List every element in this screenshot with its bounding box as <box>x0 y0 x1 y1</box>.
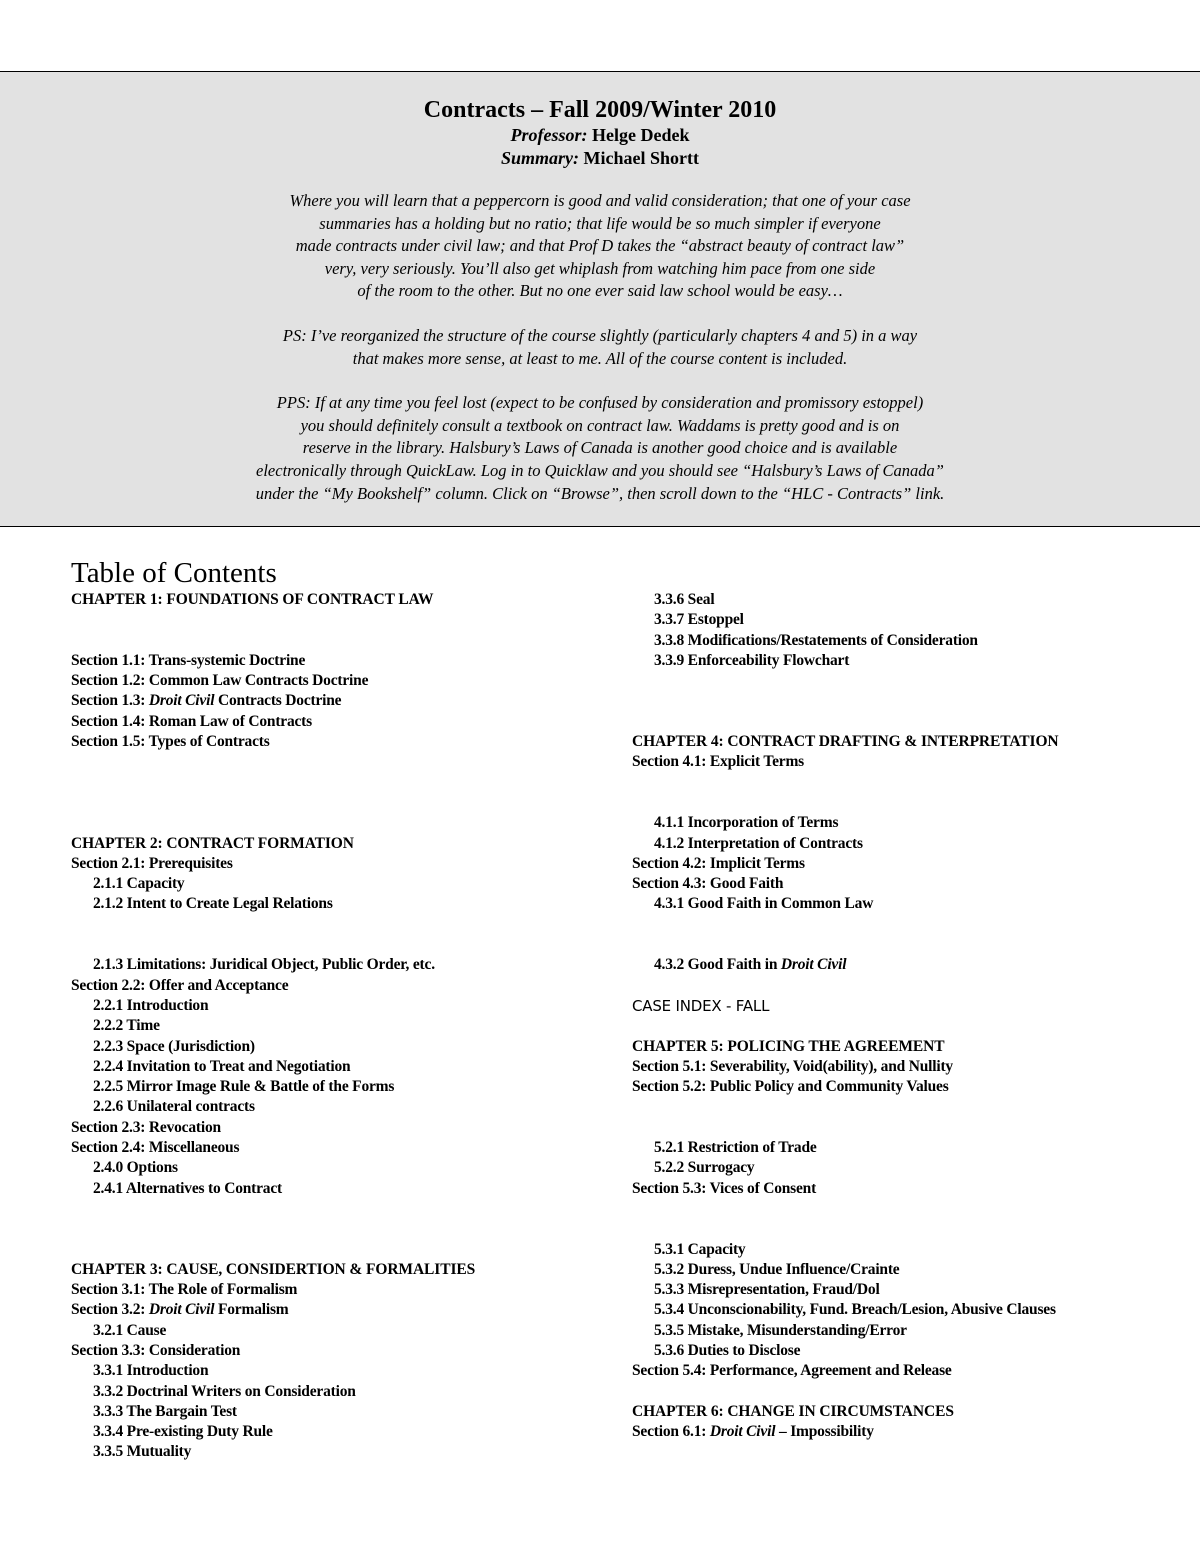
toc-italic-text: Droit Civil <box>709 1423 776 1441</box>
intro-text <box>0 190 1200 505</box>
toc-subsection-3-3-8[interactable]: 3.3.8 Modifications/Restatements of Consideration <box>654 631 978 649</box>
summary-author-line <box>0 147 1200 170</box>
toc-spacer <box>632 935 1192 955</box>
toc-chapter-6[interactable]: CHAPTER 6: CHANGE IN CIRCUMSTANCES <box>632 1402 954 1420</box>
toc-spacer <box>632 1016 1192 1036</box>
intro-line: Where you will learn that a peppercorn is good and valid consideration; that one of your case <box>289 191 911 210</box>
toc-subsection-3-3-3[interactable]: 3.3.3 The Bargain Test <box>93 1402 237 1420</box>
toc-spacer <box>632 1118 1192 1138</box>
document-title: Contracts – Fall 2009/Winter 2010 <box>423 97 777 123</box>
toc-subsection-5-3-1[interactable]: 5.3.1 Capacity <box>654 1240 746 1258</box>
pps-paragraph <box>0 392 1200 505</box>
toc-italic-text: Droit Civil <box>148 692 215 710</box>
professor-name: Helge Dedek <box>592 125 690 145</box>
intro-line: summaries has a holding but no ratio; that life would be so much simpler if everyone <box>319 213 881 233</box>
toc-subsection-5-3-6[interactable]: 5.3.6 Duties to Disclose <box>654 1341 801 1359</box>
toc-italic-text: Droit Civil <box>148 1301 215 1319</box>
toc-spacer <box>632 1199 1192 1219</box>
toc-subsection-3-3-6[interactable]: 3.3.6 Seal <box>654 591 715 608</box>
toc-section-1-2[interactable]: Section 1.2: Common Law Contracts Doctrine <box>71 672 369 690</box>
toc-spacer <box>71 752 601 772</box>
toc-section-2-4[interactable]: Section 2.4: Miscellaneous <box>71 1139 240 1157</box>
toc-text: 4.3.2 Good Faith in <box>654 956 781 974</box>
toc-section-5-2[interactable]: Section 5.2: Public Policy and Community Values <box>632 1078 949 1096</box>
summary-label: Summary: <box>501 148 580 168</box>
toc-italic-text: Droit Civil <box>780 956 847 974</box>
toc-subsection-2-2-4[interactable]: 2.2.4 Invitation to Treat and Negotiation <box>93 1057 351 1075</box>
toc-text: Contracts Doctrine <box>214 692 342 710</box>
toc-chapter-1[interactable]: CHAPTER 1: FOUNDATIONS OF CONTRACT LAW <box>71 591 434 608</box>
toc-subsection-5-3-3[interactable]: 5.3.3 Misrepresentation, Fraud/Dol <box>654 1281 880 1299</box>
toc-spacer <box>71 1240 601 1260</box>
toc-subsection-5-3-5[interactable]: 5.3.5 Mistake, Misunderstanding/Error <box>654 1321 907 1339</box>
toc-spacer <box>632 1382 1192 1402</box>
toc-section-5-3[interactable]: Section 5.3: Vices of Consent <box>632 1179 817 1197</box>
pps-line: electronically through QuickLaw. Log in to Quicklaw and you should see “Halsbury’s Laws of Canada” <box>256 460 944 480</box>
toc-section-4-3[interactable]: Section 4.3: Good Faith <box>632 875 784 893</box>
intro-line: made contracts under civil law; and that Prof D takes the “abstract beauty of contract law” <box>295 236 905 256</box>
toc-subsection-2-2-3[interactable]: 2.2.3 Space (Jurisdiction) <box>93 1037 255 1055</box>
intro-line: very, very seriously. You’ll also get whiplash from watching him pace from one side <box>324 258 876 278</box>
toc-text: Section 1.3: <box>71 692 149 710</box>
toc-spacer <box>632 671 1192 691</box>
intro-paragraph <box>0 190 1200 303</box>
toc-text: Section 3.2: <box>71 1301 149 1319</box>
toc-chapter-4[interactable]: CHAPTER 4: CONTRACT DRAFTING & INTERPRETATION <box>632 733 1059 751</box>
toc-subsection-2-1-3[interactable]: 2.1.3 Limitations: Juridical Object, Public Order, etc. <box>93 956 435 974</box>
toc-subsection-3-3-5[interactable]: 3.3.5 Mutuality <box>93 1443 192 1461</box>
toc-case-index-fall[interactable]: CASE INDEX - FALL <box>632 996 770 1015</box>
toc-subsection-2-1-1[interactable]: 2.1.1 Capacity <box>93 875 185 893</box>
toc-subsection-4-3-1[interactable]: 4.3.1 Good Faith in Common Law <box>654 895 874 913</box>
toc-spacer <box>71 631 601 651</box>
toc-spacer <box>71 793 601 813</box>
toc-section-2-3[interactable]: Section 2.3: Revocation <box>71 1118 221 1136</box>
toc-spacer <box>71 915 601 935</box>
toc-section-6-1[interactable] <box>632 1422 1192 1442</box>
toc-subsection-3-3-2[interactable]: 3.3.2 Doctrinal Writers on Consideration <box>93 1382 356 1400</box>
toc-spacer <box>71 773 601 793</box>
toc-text: – Impossibility <box>775 1423 874 1441</box>
pps-line: reserve in the library. Halsbury’s Laws of Canada is another good choice and is available <box>302 438 898 458</box>
toc-spacer <box>71 935 601 955</box>
toc-section-5-1[interactable]: Section 5.1: Severability, Void(ability), and Nullity <box>632 1057 953 1075</box>
ps-line: PS: I’ve reorganized the structure of the course slightly (particularly chapters 4 and 5) in a way <box>282 325 918 345</box>
toc-section-3-3[interactable]: Section 3.3: Consideration <box>71 1341 241 1359</box>
toc-section-4-1[interactable]: Section 4.1: Explicit Terms <box>632 753 804 771</box>
toc-section-1-5[interactable]: Section 1.5: Types of Contracts <box>71 733 270 751</box>
toc-subsection-5-3-2[interactable]: 5.3.2 Duress, Undue Influence/Crainte <box>654 1260 900 1278</box>
toc-spacer <box>71 610 601 630</box>
toc-subsection-2-1-2[interactable]: 2.1.2 Intent to Create Legal Relations <box>93 895 333 913</box>
toc-chapter-2[interactable]: CHAPTER 2: CONTRACT FORMATION <box>71 834 354 852</box>
toc-heading: Table of Contents <box>71 557 277 589</box>
toc-subsection-2-4-0[interactable]: 2.4.0 Options <box>93 1159 178 1177</box>
ps-paragraph <box>0 325 1200 370</box>
toc-subsection-5-2-1[interactable]: 5.2.1 Restriction of Trade <box>654 1139 817 1157</box>
pps-line: PPS: If at any time you feel lost (expect to be confused by consideration and promissory estoppel) <box>276 393 924 413</box>
toc-spacer <box>632 793 1192 813</box>
ps-line: that makes more sense, at least to me. All of the course content is included. <box>352 348 848 368</box>
professor-label: Professor: <box>510 125 588 145</box>
toc-section-3-1[interactable]: Section 3.1: The Role of Formalism <box>71 1281 298 1299</box>
toc-text: Formalism <box>214 1301 289 1319</box>
toc-subsection-4-3-2[interactable] <box>632 955 1192 975</box>
toc-spacer <box>632 976 1192 996</box>
toc-subsection-2-2-5[interactable]: 2.2.5 Mirror Image Rule & Battle of the Forms <box>93 1078 395 1096</box>
toc-section-5-4[interactable]: Section 5.4: Performance, Agreement and Release <box>632 1362 952 1380</box>
toc-subsection-5-2-2[interactable]: 5.2.2 Surrogacy <box>654 1159 755 1177</box>
toc-section-1-4[interactable]: Section 1.4: Roman Law of Contracts <box>71 712 312 730</box>
toc-right-column <box>632 590 1192 1442</box>
toc-subsection-3-3-9[interactable]: 3.3.9 Enforceability Flowchart <box>654 651 850 669</box>
professor-line <box>0 124 1200 147</box>
pps-line: you should definitely consult a textbook on contract law. Waddams is pretty good and is on <box>300 415 900 435</box>
toc-spacer <box>632 1219 1192 1239</box>
toc-section-4-2[interactable]: Section 4.2: Implicit Terms <box>632 854 805 872</box>
toc-spacer <box>71 1199 601 1219</box>
toc-section-3-2[interactable] <box>71 1300 601 1320</box>
toc-left-column <box>71 590 601 1463</box>
toc-subsection-2-4-1[interactable]: 2.4.1 Alternatives to Contract <box>93 1179 282 1197</box>
toc-subsection-3-3-7[interactable]: 3.3.7 Estoppel <box>654 611 744 629</box>
toc-chapter-5[interactable]: CHAPTER 5: POLICING THE AGREEMENT <box>632 1037 945 1055</box>
toc-spacer <box>71 813 601 833</box>
toc-spacer <box>632 712 1192 732</box>
toc-spacer <box>632 915 1192 935</box>
toc-subsection-3-3-1[interactable]: 3.3.1 Introduction <box>93 1362 209 1380</box>
pps-line: under the “My Bookshelf” column. Click on “Browse”, then scroll down to the “HLC - Contracts” link. <box>255 483 945 503</box>
toc-spacer <box>632 773 1192 793</box>
toc-spacer <box>632 1097 1192 1117</box>
toc-subsection-2-2-2[interactable]: 2.2.2 Time <box>93 1017 160 1035</box>
toc-subsection-4-1-1[interactable]: 4.1.1 Incorporation of Terms <box>654 814 839 832</box>
toc-subsection-5-3-4[interactable]: 5.3.4 Unconscionability, Fund. Breach/Lesion, Abusive Clauses <box>654 1301 1056 1319</box>
intro-line: of the room to the other. But no one ever said law school would be easy… <box>357 281 843 301</box>
toc-subsection-3-2-1[interactable]: 3.2.1 Cause <box>93 1321 167 1339</box>
toc-spacer <box>632 691 1192 711</box>
toc-section-2-1[interactable]: Section 2.1: Prerequisites <box>71 854 233 872</box>
toc-subsection-2-2-6[interactable]: 2.2.6 Unilateral contracts <box>93 1098 255 1116</box>
summary-header-box <box>0 71 1200 527</box>
toc-spacer <box>71 1219 601 1239</box>
toc-subsection-3-3-4[interactable]: 3.3.4 Pre-existing Duty Rule <box>93 1423 273 1441</box>
toc-section-1-3[interactable] <box>71 691 601 711</box>
toc-section-2-2[interactable]: Section 2.2: Offer and Acceptance <box>71 976 289 994</box>
toc-subsection-2-2-1[interactable]: 2.2.1 Introduction <box>93 996 209 1014</box>
summary-author-name: Michael Shortt <box>583 148 699 168</box>
toc-section-1-1[interactable]: Section 1.1: Trans-systemic Doctrine <box>71 651 306 669</box>
toc-subsection-4-1-2[interactable]: 4.1.2 Interpretation of Contracts <box>654 834 863 852</box>
toc-text: Section 6.1: <box>632 1423 710 1441</box>
toc-chapter-3[interactable]: CHAPTER 3: CAUSE, CONSIDERTION & FORMALITIES <box>71 1260 476 1278</box>
